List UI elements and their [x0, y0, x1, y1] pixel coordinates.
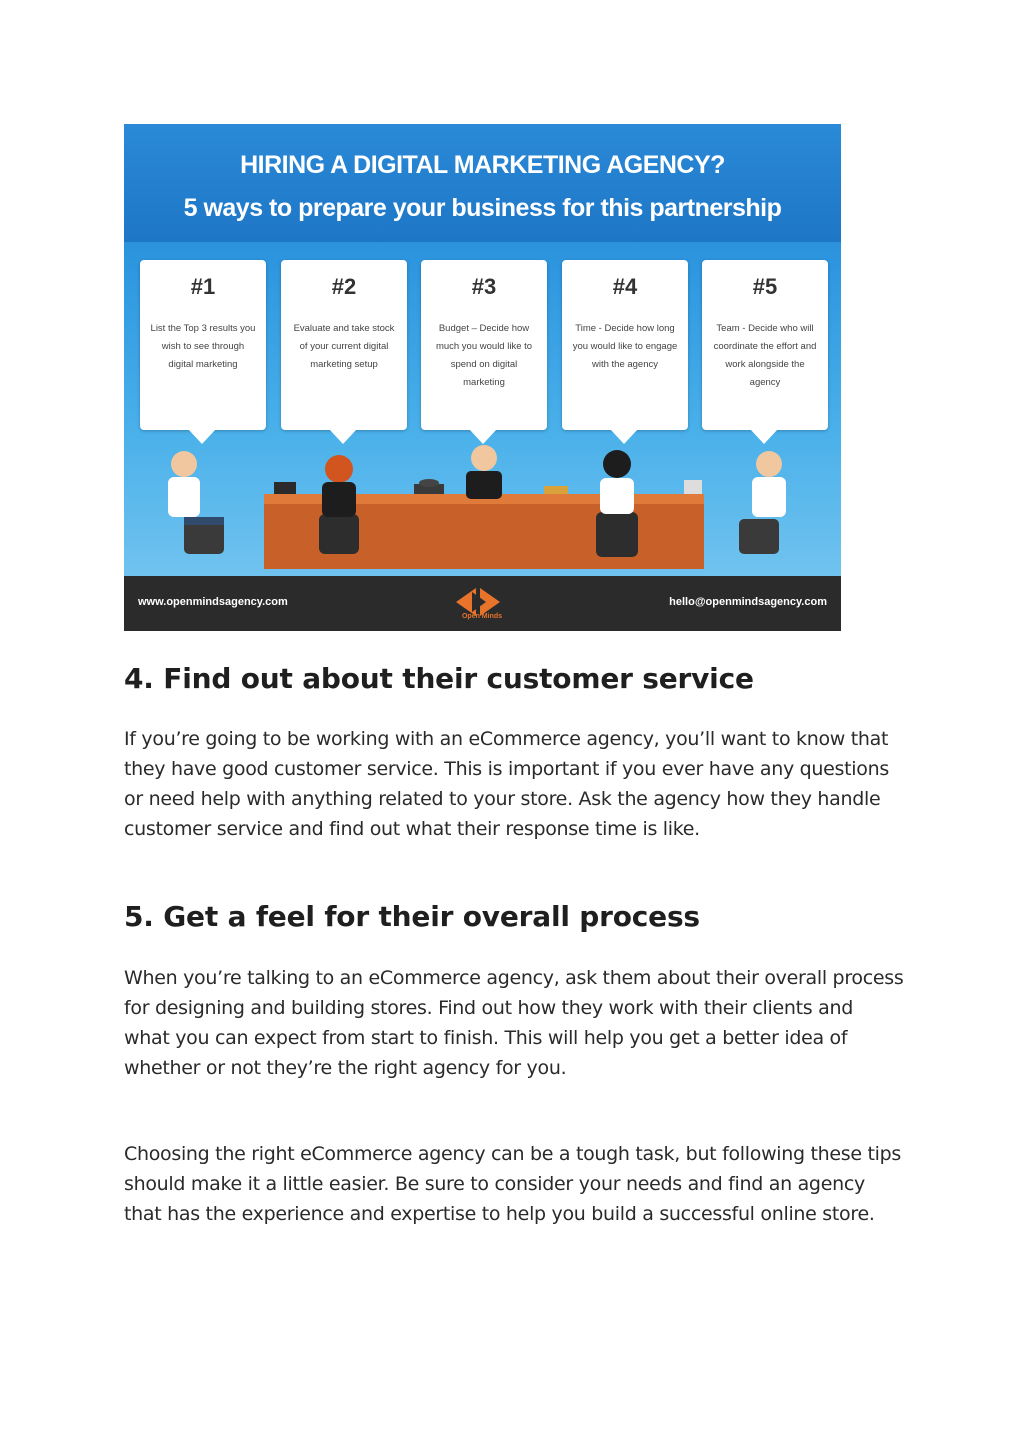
infographic-image: [124, 124, 841, 631]
infographic-subtitle: 5 ways to prepare your business for this partnership: [183, 194, 782, 222]
tip-text: Evaluate and take stock of your current digital marketing setup: [293, 323, 395, 370]
tip-number: #4: [612, 274, 638, 299]
tip-card-3: [421, 260, 547, 430]
tip-text: Budget – Decide how much you would like to spend on digital marketing: [435, 323, 533, 388]
section-heading-overall-process: 5. Get a feel for their overall process: [124, 900, 700, 933]
tip-text: Team - Decide who will coordinate the effort and work alongside the agency: [713, 323, 817, 388]
footer-email: hello@openmindsagency.com: [669, 596, 827, 608]
tip-number: #1: [190, 274, 216, 299]
footer-url: www.openmindsagency.com: [138, 596, 288, 608]
section-heading-customer-service: 4. Find out about their customer service: [124, 662, 754, 695]
infographic-title: HIRING A DIGITAL MARKETING AGENCY?: [240, 151, 725, 179]
paragraph-customer-service: If you’re going to be working with an eCommerce agency, you’ll want to know that they have good customer service. This is important if you ever have any questions or need help with anything related to your store. Ask the agency how they handle customer service and find out what their response time is like.: [124, 728, 889, 840]
tip-number: #2: [331, 274, 357, 299]
infographic-title-band: [124, 124, 841, 242]
tip-card-5: [702, 260, 828, 430]
tip-number: #5: [752, 274, 778, 299]
tip-card-1: [140, 260, 266, 430]
paragraph-overall-process: When you’re talking to an eCommerce agency, ask them about their overall process for designing and building stores. Find out how they work with their clients and what you can expect from start to finish. This will help you get a better idea of whether or not they’re the right agency for you.: [124, 967, 904, 1079]
paragraph-conclusion: Choosing the right eCommerce agency can be a tough task, but following these tips should make it a little easier. Be sure to consider your needs and find an agency that has the experience and expertise to help you build a successful online store.: [124, 1143, 902, 1225]
meeting-table-illustration: [124, 444, 841, 576]
tip-text: List the Top 3 results you wish to see through digital marketing: [150, 323, 256, 370]
infographic-footer: [124, 576, 841, 631]
tip-text: Time - Decide how long you would like to engage with the agency: [572, 323, 678, 370]
logo-text: Open Minds: [461, 613, 503, 620]
tip-number: #3: [471, 274, 497, 299]
tip-card-2: [281, 260, 407, 430]
tip-card-4: [562, 260, 688, 430]
